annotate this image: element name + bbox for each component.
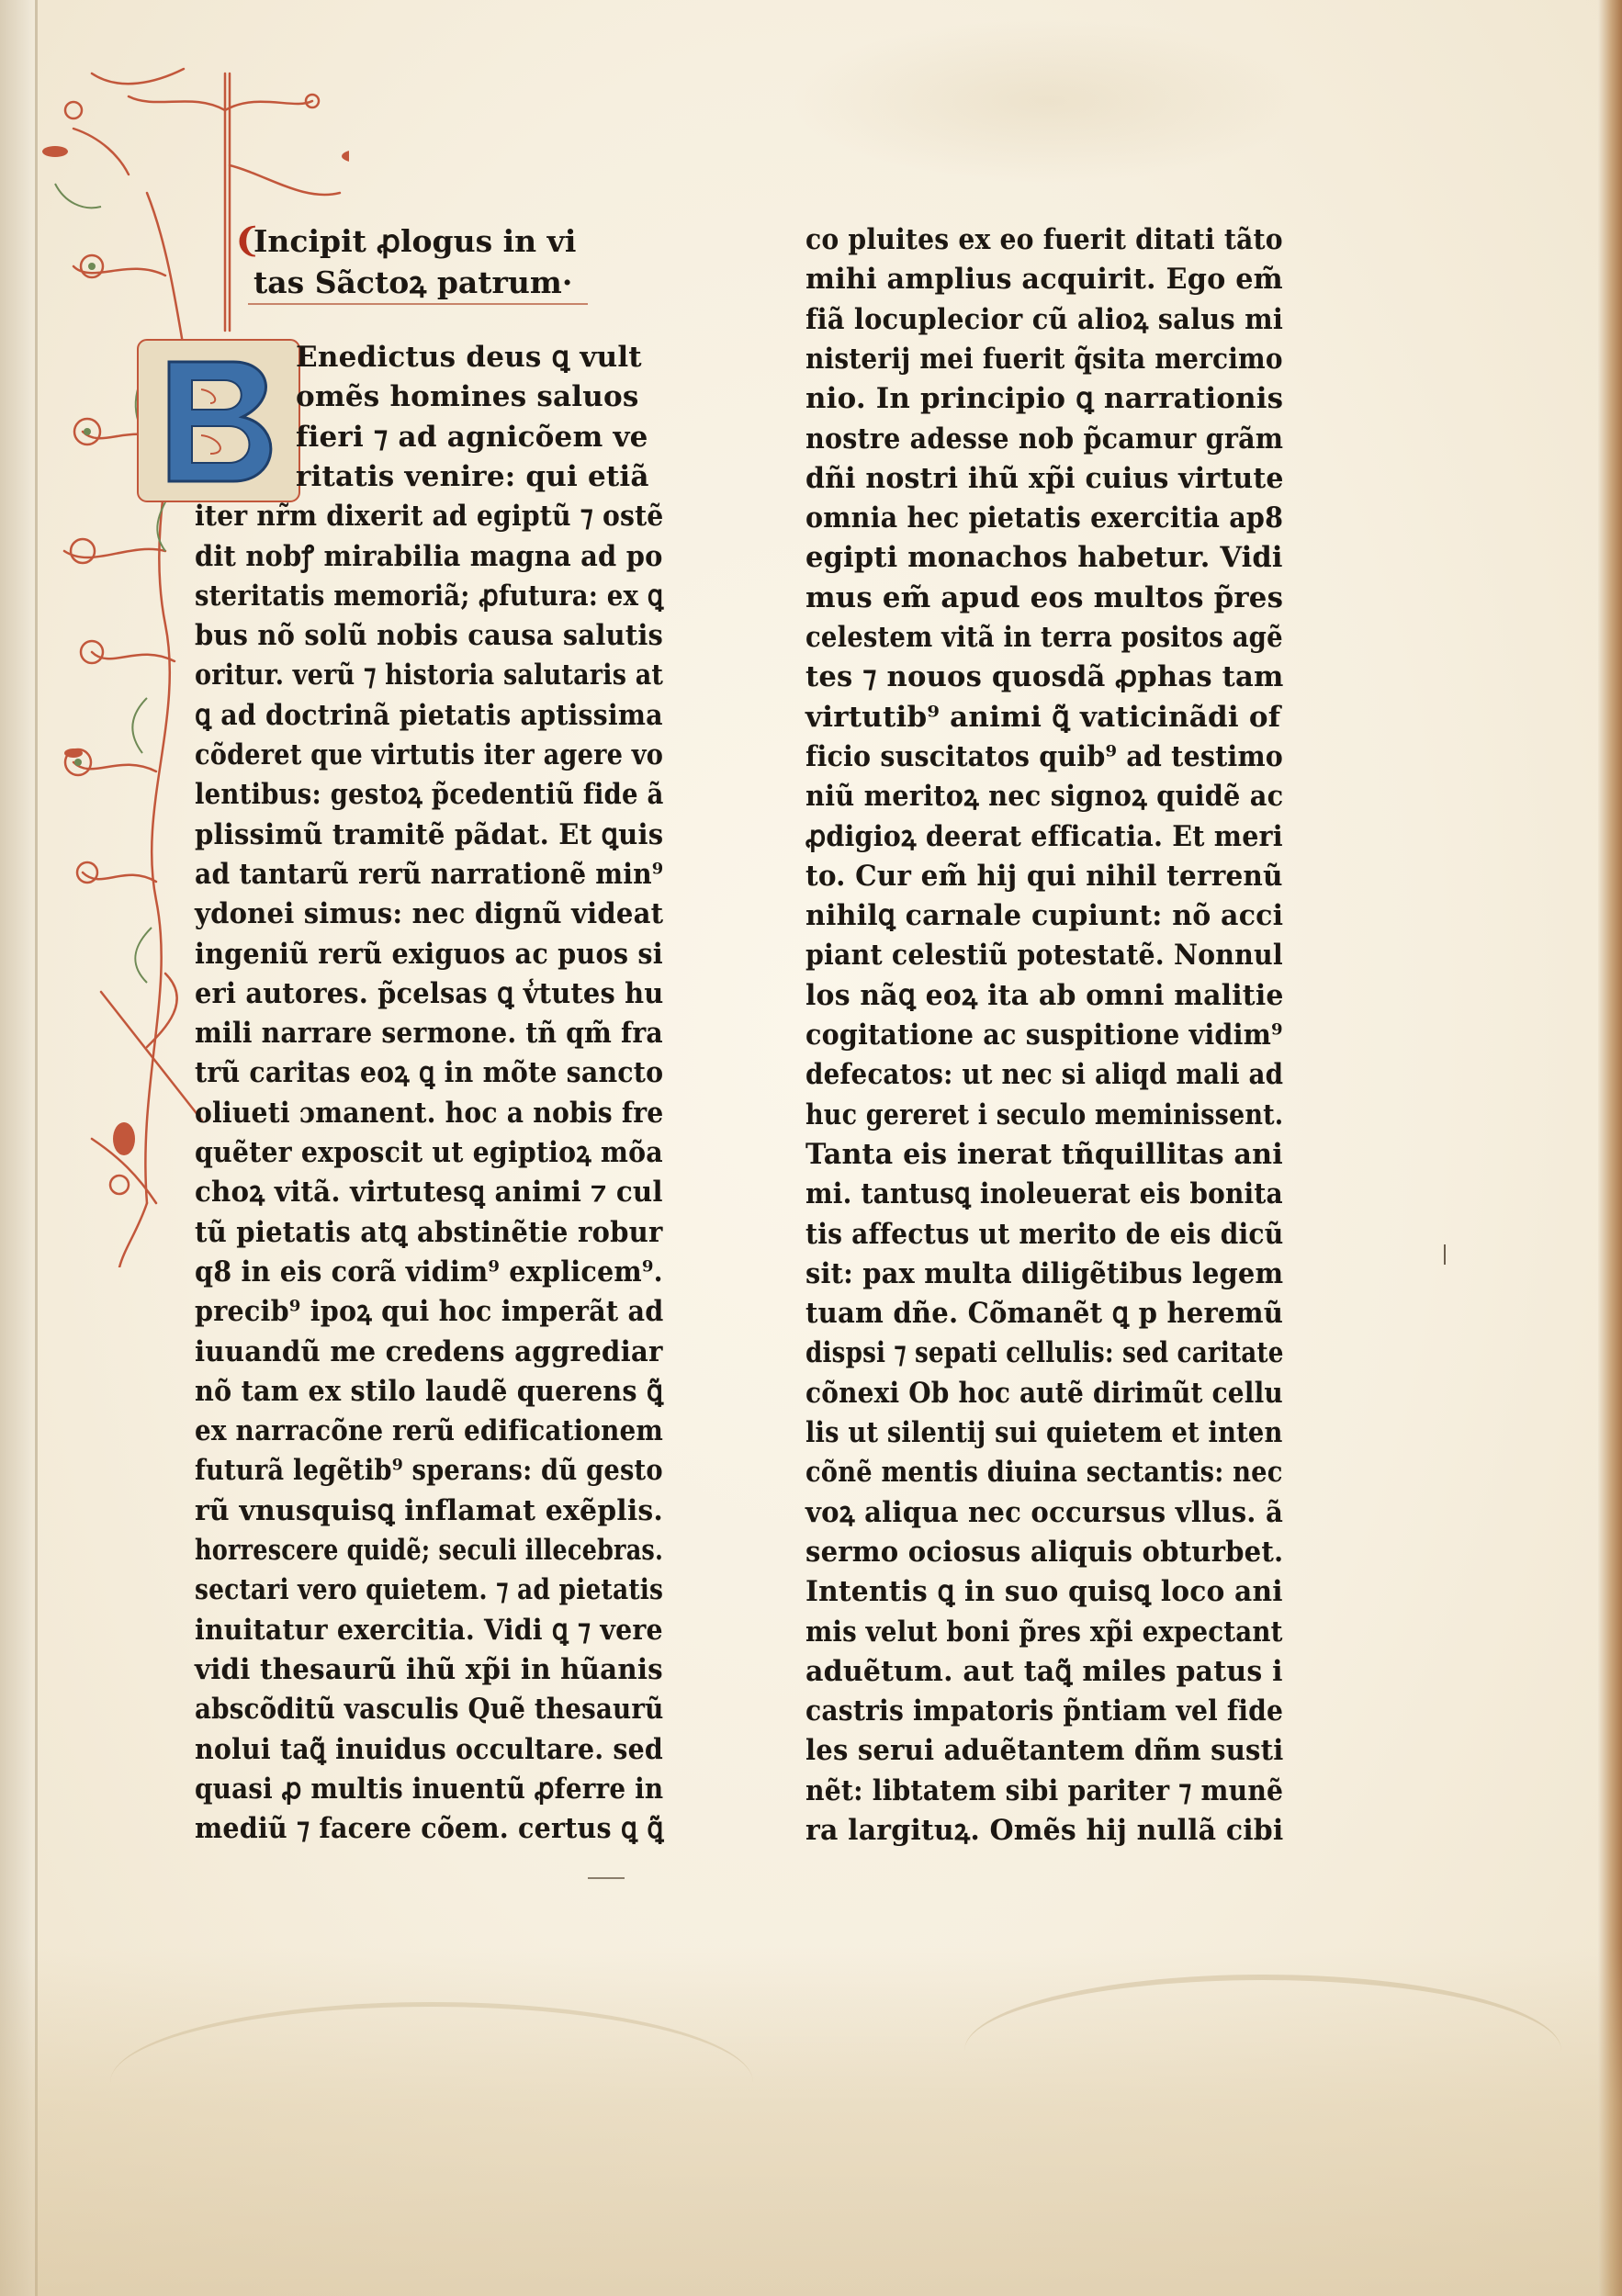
- text-line: abscõditũ vasculis Quẽ thesaurũ: [195, 1693, 664, 1727]
- text-line: trũ caritas eoꝝ ꝗ in mõte sancto: [195, 1056, 664, 1090]
- text-line: ra largituꝝ. Omẽs hij nullã cibi: [805, 1814, 1284, 1847]
- text-line: dñi nostri ihũ xp̃i cuius virtute: [805, 461, 1284, 495]
- text-line: huc gereret i seculo meminissent.: [805, 1097, 1284, 1131]
- text-line: nostre adesse nob p̃camur grãm: [805, 422, 1284, 456]
- text-line: ydonei simus: nec dignũ videat: [195, 897, 664, 931]
- text-line: nolui taꝗ̃ inuidus occultare. sed: [195, 1732, 663, 1766]
- text-line: vidi thesaurũ ihũ xp̃i in hũanis: [195, 1652, 663, 1686]
- text-line: nisterij mei fuerit q̃sita mercimo: [805, 342, 1283, 376]
- text-line: sectari vero quietem. ⁊ ad pietatis: [195, 1573, 664, 1607]
- text-line: Enedictus deus ꝗ vult: [296, 341, 642, 374]
- heading-rule: [248, 303, 588, 305]
- text-line: q8 in eis corã vidim⁹ explicem⁹.: [195, 1255, 663, 1289]
- text-line: omnia hec pietatis exercitia ap8: [805, 501, 1284, 535]
- text-line: mihi amplius acquirit. Ego em̃: [805, 263, 1283, 297]
- text-line: virtutib⁹ animi ꝗ̃ vaticinãdi of: [805, 700, 1281, 734]
- text-line: tes ⁊ nouos quosdã ꝓphas tam: [805, 660, 1284, 694]
- text-line: defecatos: ut nec si aliqd mali ad: [805, 1058, 1284, 1092]
- text-line: nõ tam ex stilo laudẽ querens ꝗ̃: [195, 1374, 664, 1408]
- text-line: ꝓdigioꝝ deerat efficatia. Et meri: [805, 819, 1283, 853]
- text-line: dit nobꝭ mirabilia magna ad po: [195, 539, 663, 573]
- heading-line: tas Sãctoꝝ patrum·: [253, 264, 573, 300]
- text-line: precib⁹ ipoꝝ qui hoc imperãt ad: [195, 1295, 664, 1329]
- water-stain: [964, 1975, 1561, 2127]
- text-line: tuam dñe. Cõmanẽt ꝗ p heremũ: [805, 1297, 1284, 1331]
- text-line: mis velut boni p̃res xp̃i expectant: [805, 1615, 1283, 1649]
- catchword-mark: [588, 1877, 625, 1879]
- text-line: niũ meritoꝝ nec signoꝝ quidẽ ac: [805, 780, 1284, 814]
- text-line: cogitatione ac suspitione vidim⁹: [805, 1019, 1283, 1052]
- text-line: oliueti ɔmanent. hoc a nobis fre: [195, 1096, 664, 1130]
- text-line: to. Cur em̃ hij qui nihil terrenũ: [805, 859, 1283, 893]
- text-line: ingeniũ rerũ exiguos ac puos si: [195, 937, 663, 971]
- text-line: Tanta eis inerat tñquillitas ani: [805, 1137, 1283, 1171]
- text-line: iuuandũ me credens aggrediar: [195, 1334, 663, 1368]
- text-line: mediũ ⁊ facere cõem. certus ꝗ ꝗ̃: [195, 1812, 664, 1846]
- text-line: piant celestiũ potestatẽ. Nonnul: [805, 939, 1283, 973]
- text-line: cõnexi Ob hoc autẽ dirimũt cellu: [805, 1376, 1283, 1410]
- text-line: iter nr̃m dixerit ad egiptũ ⁊ ostẽ: [195, 500, 664, 534]
- text-line: futurã legẽtib⁹ sperans: dũ gesto: [195, 1454, 663, 1488]
- text-line: steritatis memoriã; ꝓfutura: ex ꝗ: [195, 579, 664, 613]
- text-line: ad tantarũ rerũ narrationẽ min⁹: [195, 857, 664, 891]
- water-stain: [110, 2002, 753, 2163]
- text-line: los nãꝗ eoꝝ ita ab omni malitie: [805, 978, 1284, 1012]
- text-line: egipti monachos habetur. Vidi: [805, 541, 1283, 575]
- text-line: tũ pietatis atꝗ abstinẽtie robur: [195, 1215, 663, 1249]
- text-line: voꝝ aliqua nec occursus vllus. ã: [805, 1495, 1284, 1529]
- text-line: lis ut silentij sui quietem et inten: [805, 1416, 1283, 1449]
- heading-line: Incipit ꝓlogus in vi: [253, 223, 577, 259]
- text-line: mus em̃ apud eos multos p̃res: [805, 580, 1284, 614]
- text-line: rũ vnusquisꝗ inflamat exẽplis.: [195, 1493, 664, 1527]
- text-line: cõderet que virtutis iter agere vo: [195, 738, 664, 771]
- text-line: fieri ⁊ ad agnicõem ve: [296, 420, 648, 454]
- text-line: nio. In principio ꝗ narrationis: [805, 382, 1284, 416]
- text-line: inuitatur exercitia. Vidi ꝗ ⁊ vere: [195, 1613, 663, 1647]
- rubric-paragraph-mark: ❨: [233, 221, 262, 260]
- text-line: aduẽtum. aut taꝗ̃ miles patus i: [805, 1654, 1283, 1688]
- text-line: oritur. verũ ⁊ historia salutaris at: [195, 658, 664, 692]
- text-line: horrescere quidẽ; seculi illecebras.: [195, 1534, 664, 1567]
- text-line: ꝗ ad doctrinã pietatis aptissima: [195, 698, 663, 732]
- text-line: choꝝ vitã. virtutesꝗ animi ⁊ cul: [195, 1176, 663, 1210]
- text-line: castris impatoris p̃ntiam vel fide: [805, 1694, 1284, 1728]
- text-line: nẽt: libtatem sibi pariter ⁊ munẽ: [805, 1773, 1284, 1807]
- text-line: ficio suscitatos quib⁹ ad testimo: [805, 739, 1284, 773]
- text-line: quẽter exposcit ut egiptioꝝ mõa: [195, 1136, 663, 1169]
- text-line: fiã locuplecior cũ alioꝝ salus mi: [805, 302, 1284, 336]
- text-line: mili narrare sermone. tñ qm̃ fra: [195, 1017, 663, 1051]
- text-line: ritatis venire: qui etiã: [296, 459, 649, 493]
- text-line: lentibus: gestoꝝ p̃cedentiũ fide ã: [195, 778, 664, 812]
- text-line: sit: pax multa diligẽtibus legem: [805, 1256, 1284, 1290]
- margin-mark: [1444, 1244, 1446, 1265]
- text-line: quasi ꝓ multis inuentũ ꝓferre in: [195, 1772, 664, 1806]
- text-line: tis affectus ut merito de eis dicũ: [805, 1217, 1284, 1251]
- text-line: les serui aduẽtantem dñm susti: [805, 1734, 1284, 1768]
- text-line: plissimũ tramitẽ pãdat. Et ꝗuis: [195, 817, 664, 851]
- text-line: cõnẽ mentis diuina sectantis: nec: [805, 1456, 1283, 1490]
- text-line: Intentis ꝗ in suo quisꝗ loco ani: [805, 1575, 1283, 1609]
- text-line: mi. tantusꝗ inoleuerat eis bonita: [805, 1177, 1283, 1211]
- water-stain: [790, 18, 1304, 184]
- text-line: dispsi ⁊ sepati cellulis: sed caritate: [805, 1336, 1284, 1370]
- prologue-heading: [253, 220, 576, 303]
- text-line: omẽs homines saluos: [296, 380, 639, 414]
- text-line: ex narracõne rerũ edificationem: [195, 1414, 664, 1448]
- text-line: bus nõ solũ nobis causa salutis: [195, 619, 664, 653]
- text-line: nihilꝗ carnale cupiunt: nõ acci: [805, 899, 1284, 933]
- initial-letter: B: [132, 334, 133, 335]
- illuminated-initial: [132, 334, 305, 507]
- text-line: celestem vitã in terra positos agẽ: [805, 621, 1283, 654]
- text-line: sermo ociosus aliquis obturbet.: [805, 1535, 1284, 1569]
- text-line: eri autores. p̃celsas ꝗ v̾tutes hu: [195, 976, 664, 1010]
- text-line: co pluites ex eo fuerit ditati tãto: [805, 223, 1283, 256]
